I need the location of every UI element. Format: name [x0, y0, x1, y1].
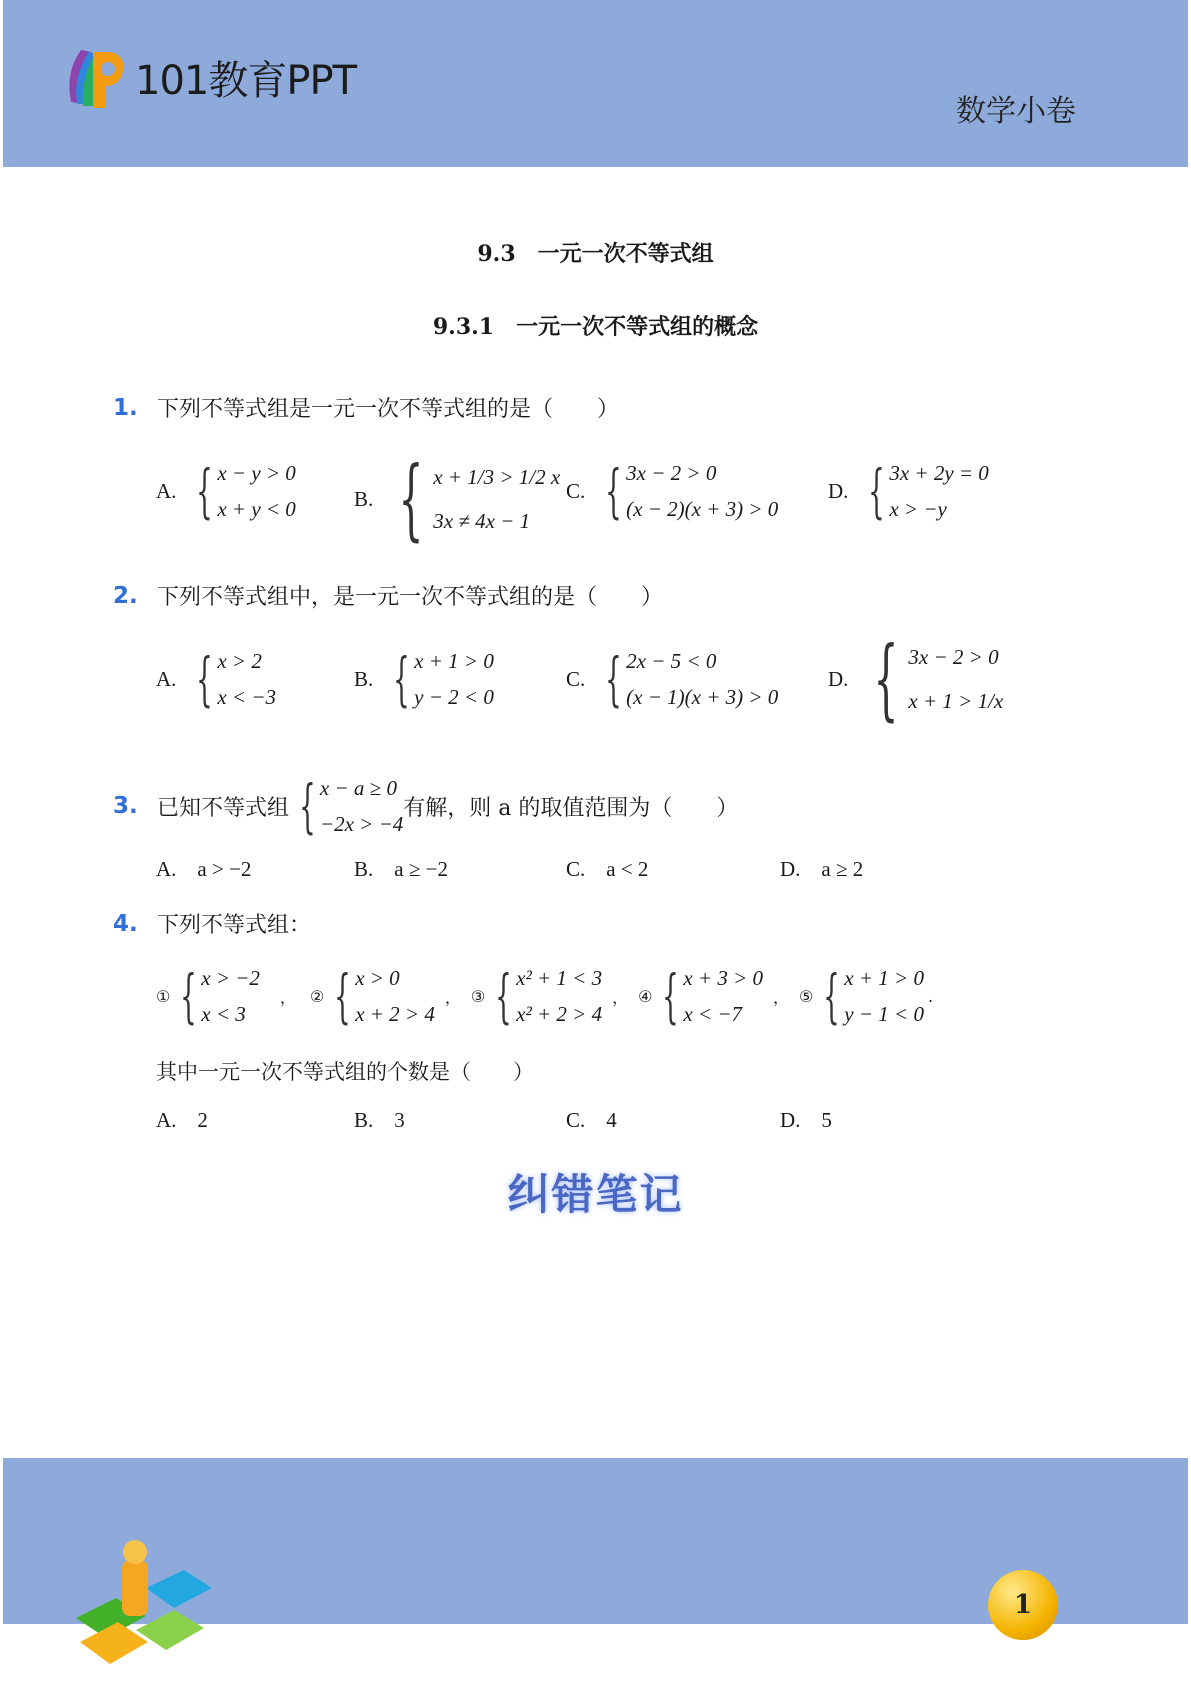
brace-icon: {	[299, 772, 316, 840]
footer-figure-icon	[66, 1538, 216, 1666]
q1-option-c: C. { 3x − 2 > 0 (x − 2)(x + 3) > 0	[566, 457, 779, 525]
brand	[63, 42, 356, 112]
question-text: 下列不等式组：	[157, 913, 312, 938]
brace-icon: {	[196, 645, 214, 713]
brand-logo-icon	[63, 42, 125, 112]
question-number: 1.	[113, 394, 138, 421]
q3-option-a: A. a > −2	[156, 857, 252, 881]
brace-icon: {	[393, 645, 411, 713]
q3-option-b: B. a ≥ −2	[354, 857, 448, 881]
q1-option-b: B. { x + 1/3 > 1/2 x 3x ≠ 4x − 1	[354, 447, 561, 550]
q4-systems	[156, 960, 937, 1032]
brace-icon: {	[823, 962, 841, 1030]
q2-option-c: C. { 2x − 5 < 0 (x − 1)(x + 3) > 0	[566, 645, 779, 713]
q4-system-3: ③ { x² + 1 < 3 x² + 2 > 4 ，	[470, 962, 629, 1030]
q3-option-d: D. a ≥ 2	[780, 857, 864, 881]
question-number: 2.	[113, 582, 138, 609]
brace-icon: {	[873, 627, 900, 730]
q4-question: 其中一元一次不等式组的个数是（ ）	[156, 1060, 534, 1084]
page-number-badge: 1	[988, 1570, 1058, 1640]
q4-option-d: D. 5	[780, 1108, 832, 1132]
q4-system-5: ⑤ { x + 1 > 0 y − 1 < 0 .	[799, 962, 934, 1030]
question-text: 下列不等式组是一元一次不等式组的是（ ）	[157, 397, 620, 422]
q4-system-1: ① { x > −2 x < 3 ，	[156, 962, 296, 1030]
question-text-pre: 已知不等式组	[157, 795, 290, 821]
brace-icon: {	[662, 962, 680, 1030]
subsection-title: 9.3.1 一元一次不等式组的概念	[432, 314, 759, 340]
brace-icon: {	[180, 962, 198, 1030]
question-text-post: 有解，则 a 的取值范围为（ ）	[403, 795, 739, 821]
brace-icon: {	[398, 447, 424, 550]
q4-option-c: C. 4	[566, 1108, 617, 1132]
question-number: 3.	[113, 793, 138, 819]
header-band	[3, 0, 1188, 167]
question-4	[113, 908, 311, 939]
brace-icon: {	[605, 457, 623, 525]
q2-option-d: D. { 3x − 2 > 0 x + 1 > 1/x	[828, 627, 1004, 730]
question-text: 下列不等式组中，是一元一次不等式组的是（ ）	[157, 585, 664, 610]
q1-option-a: A. { x − y > 0 x + y < 0	[156, 457, 296, 525]
q4-option-b: B. 3	[354, 1108, 405, 1132]
brace-icon: {	[196, 457, 214, 525]
q4-option-a: A. 2	[156, 1108, 208, 1132]
brace-icon: {	[605, 645, 623, 713]
notes-title: 纠错笔记	[507, 1170, 684, 1219]
brace-icon: {	[495, 962, 512, 1030]
subject-label: 数学小卷	[956, 94, 1076, 129]
section-title: 9.3 一元一次不等式组	[477, 241, 714, 267]
q3-option-c: C. a < 2	[566, 857, 649, 881]
brand-text: 101教育PPT	[135, 57, 357, 104]
q2-option-a: A. { x > 2 x < −3	[156, 645, 276, 713]
question-1	[113, 392, 619, 423]
question-2	[113, 580, 663, 611]
q4-system-2: ② { x > 0 x + 2 > 4 ，	[309, 962, 461, 1030]
q4-system-4: ④ { x + 3 > 0 x < −7 ，	[638, 962, 790, 1030]
q2-option-b: B. { x + 1 > 0 y − 2 < 0	[354, 645, 494, 713]
question-3: 3. 已知不等式组 { x − a ≥ 0 −2x > −4 有解，则 a 的取值范围为（ ）	[113, 772, 739, 840]
brace-icon: {	[334, 962, 352, 1030]
q1-option-d: D. { 3x + 2y = 0 x > −y	[828, 457, 989, 525]
brace-icon: {	[868, 457, 886, 525]
question-number: 4.	[113, 910, 138, 937]
